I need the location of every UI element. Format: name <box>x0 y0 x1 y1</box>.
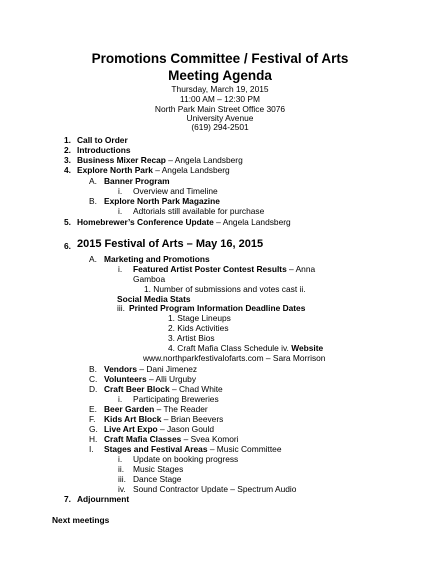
meeting-address-2: University Avenue <box>186 113 254 123</box>
meeting-address-1: North Park Main Street Office 3076 <box>154 104 286 114</box>
subitem-vendors <box>104 364 197 374</box>
item-number: 7. <box>64 494 71 504</box>
subitem-craft-mafia-schedule <box>168 343 323 353</box>
next-meetings-heading: Next meetings <box>52 515 110 525</box>
item-letter: E. <box>89 404 97 414</box>
subitem-banner-program: Banner Program <box>104 176 170 186</box>
item-owner: – Chad White <box>169 384 223 394</box>
item-letter: A. <box>89 176 97 186</box>
item-label: Homebrewer’s Conference Update <box>77 217 214 227</box>
item-letter: A. <box>89 254 97 264</box>
subitem-overview-timeline: Overview and Timeline <box>133 186 218 196</box>
item-owner: – Alli Urguby <box>146 374 197 384</box>
item-number: 2. <box>64 145 71 155</box>
item-roman: i. <box>118 264 123 274</box>
agenda-item-festival-of-arts: 2015 Festival of Arts – May 16, 2015 <box>77 238 264 250</box>
subitem-craft-beer <box>104 384 223 394</box>
item-label: Volunteers <box>104 374 147 384</box>
website-url: www.northparkfestivalofarts.com – Sara Morrison <box>143 353 326 363</box>
item-label: Adjournment <box>77 494 130 504</box>
subitem-artist-bios: 3. Artist Bios <box>168 333 215 343</box>
item-letter: B. <box>89 364 97 374</box>
item-owner: – Angela Landsberg <box>165 155 243 165</box>
item-letter: I. <box>89 444 94 454</box>
item-roman: iii. <box>118 474 126 484</box>
item-label: Beer Garden <box>104 404 155 414</box>
item-roman: iv. <box>118 484 126 494</box>
item-number: 6. <box>64 241 71 251</box>
item-roman: i. <box>118 206 123 216</box>
subitem-stage-lineups: 1. Stage Lineups <box>168 313 231 323</box>
item-roman: i. <box>118 394 123 404</box>
item-letter: D. <box>89 384 98 394</box>
item-letter: F. <box>89 414 96 424</box>
subitem-live-art <box>104 424 214 434</box>
agenda-item-business-mixer <box>77 155 243 165</box>
agenda-item-homebrewers <box>77 217 291 227</box>
item-label: Call to Order <box>77 135 128 145</box>
item-owner: – Angela Landsberg <box>213 217 291 227</box>
item-label: Stages and Festival Areas <box>104 444 208 454</box>
item-letter: G. <box>89 424 98 434</box>
agenda-item-call-to-order <box>77 135 128 145</box>
subitem-volunteers <box>104 374 196 384</box>
item-owner: – Dani Jimenez <box>137 364 198 374</box>
item-roman: i. <box>118 454 123 464</box>
meeting-date: Thursday, March 19, 2015 <box>171 84 269 94</box>
item-owner: – Music Committee <box>207 444 282 454</box>
subitem-printed-program: Printed Program Information Deadline Dates <box>129 303 306 313</box>
item-number: 3. <box>64 155 71 165</box>
subitem-poster-contest-cont: Gamboa <box>133 274 166 284</box>
subitem-submissions: 1. Number of submissions and votes cast ii. <box>144 284 306 294</box>
item-roman: i. <box>118 186 123 196</box>
subitem-explore-magazine: Explore North Park Magazine <box>104 196 220 206</box>
item-letter: B. <box>89 196 97 206</box>
item-owner: – Svea Komori <box>181 434 239 444</box>
item-owner: – Brian Beevers <box>161 414 224 424</box>
item-text: 4. Craft Mafia Class Schedule iv. <box>168 343 292 353</box>
subitem-dance-stage: Dance Stage <box>133 474 182 484</box>
item-label: Introductions <box>77 145 131 155</box>
item-label: Kids Art Block <box>104 414 162 424</box>
meeting-phone: (619) 294-2501 <box>191 122 249 132</box>
agenda-item-introductions <box>77 145 131 155</box>
item-owner: – Jason Gould <box>157 424 215 434</box>
item-owner: – Angela Landsberg <box>152 165 230 175</box>
subitem-breweries: Participating Breweries <box>133 394 219 404</box>
subitem-adtorials: Adtorials still available for purchase <box>133 206 265 216</box>
item-label: Featured Artist Poster Contest Results <box>133 264 287 274</box>
subitem-sound-contractor: Sound Contractor Update – Spectrum Audio <box>133 484 297 494</box>
subitem-music-stages: Music Stages <box>133 464 184 474</box>
subitem-social-media: Social Media Stats <box>117 294 191 304</box>
meeting-time: 11:00 AM – 12:30 PM <box>180 94 260 104</box>
item-label: Business Mixer Recap <box>77 155 166 165</box>
item-label: Explore North Park <box>77 165 153 175</box>
subitem-poster-contest <box>133 264 315 274</box>
subitem-stages <box>104 444 282 454</box>
item-label: Craft Beer Block <box>104 384 170 394</box>
title-line-2: Meeting Agenda <box>168 68 272 83</box>
subitem-marketing: Marketing and Promotions <box>104 254 210 264</box>
title-line-1: Promotions Committee / Festival of Arts <box>91 51 349 66</box>
item-label: Live Art Expo <box>104 424 158 434</box>
item-roman: iii. <box>117 303 125 313</box>
item-number: 1. <box>64 135 71 145</box>
item-label: Website <box>291 343 324 353</box>
agenda-item-adjournment <box>77 494 129 504</box>
item-label: Craft Mafia Classes <box>104 434 182 444</box>
item-number: 5. <box>64 217 71 227</box>
item-letter: C. <box>89 374 98 384</box>
subitem-craft-mafia <box>104 434 239 444</box>
item-roman: ii. <box>118 464 125 474</box>
item-letter: H. <box>89 434 98 444</box>
subitem-kids-activities: 2. Kids Activities <box>168 323 229 333</box>
item-owner: – The Reader <box>154 404 208 414</box>
subitem-kids-art <box>104 414 223 424</box>
item-number: 4. <box>64 165 71 175</box>
subitem-booking: Update on booking progress <box>133 454 239 464</box>
agenda-item-explore-north-park <box>77 165 230 175</box>
item-label: Vendors <box>104 364 138 374</box>
item-owner: – Anna <box>286 264 316 274</box>
subitem-beer-garden <box>104 404 208 414</box>
